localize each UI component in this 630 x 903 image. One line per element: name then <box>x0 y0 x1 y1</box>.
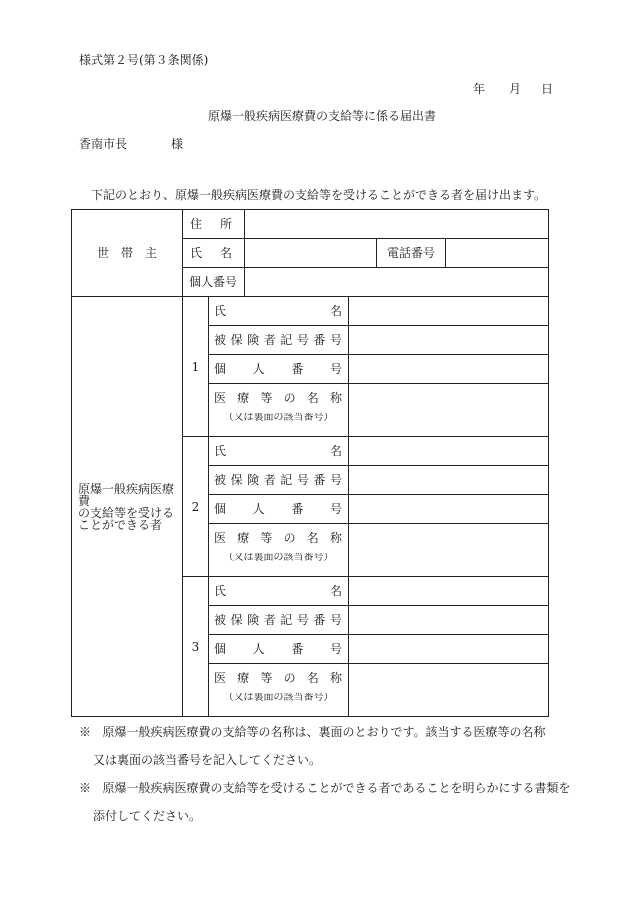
addressee: 香南市長 <box>79 137 128 151</box>
recipient-number-3: 3 <box>183 577 209 717</box>
recipient-name-label: 氏 名 <box>209 437 349 466</box>
recipient1-institution-field[interactable] <box>349 384 549 437</box>
date-day-label: 日 <box>541 82 554 96</box>
recipient-number-1: 1 <box>183 297 209 437</box>
recipient2-id-field[interactable] <box>349 495 549 524</box>
date-month-label: 月 <box>509 82 522 96</box>
recipient3-institution-field[interactable] <box>349 664 549 717</box>
recipient1-name-field[interactable] <box>349 297 549 326</box>
household-head-heading: 世 帯 主 <box>72 210 183 297</box>
recipient-name-label: 氏 名 <box>209 297 349 326</box>
note-2-line-2: 添付してください。 <box>93 809 202 823</box>
recipient-name-label: 氏 名 <box>209 577 349 606</box>
notification-form-table <box>71 209 549 717</box>
recipient-institution-sublabel: （又は裏面の該当番号） <box>209 553 349 577</box>
note-mark: ※ <box>79 725 92 739</box>
recipient-institution-label: 医 療 等 の 名 称 <box>209 664 349 693</box>
note-1 <box>79 726 546 738</box>
household-address-field[interactable] <box>245 210 549 239</box>
recipient2-institution-field[interactable] <box>349 524 549 577</box>
recipient-insurance-label: 被 保 険 者 記 号 番 号 <box>209 326 349 355</box>
note-1-line-1: 原爆一般疾病医療費の支給等の名称は、裏面のとおりです。該当する医療等の名称 <box>102 725 546 739</box>
recipient-id-label: 個 人 番 号 <box>209 635 349 664</box>
recipient3-name-field[interactable] <box>349 577 549 606</box>
document-title: 原爆一般疾病医療費の支給等に係る届出書 <box>208 109 437 123</box>
note-1-line-2: 又は裏面の該当番号を記入してください。 <box>93 753 322 767</box>
recipient-id-label: 個 人 番 号 <box>209 355 349 384</box>
recipient1-insurance-field[interactable] <box>349 326 549 355</box>
note-2 <box>79 782 570 794</box>
form-number-label: 様式第２号(第３条関係) <box>79 53 209 67</box>
intro-text: 下記のとおり、原爆一般疾病医療費の支給等を受けることができる者を届け出ます。 <box>91 188 547 202</box>
household-name-field[interactable] <box>245 239 377 268</box>
recipient2-insurance-field[interactable] <box>349 466 549 495</box>
address-label: 住 所 <box>183 210 245 239</box>
recipient-institution-label: 医 療 等 の 名 称 <box>209 384 349 413</box>
note-2-line-1: 原爆一般疾病医療費の支給等を受けることができる者であることを明らかにする書類を <box>102 781 571 795</box>
recipient-institution-label: 医 療 等 の 名 称 <box>209 524 349 553</box>
recipient3-id-field[interactable] <box>349 635 549 664</box>
recipient-insurance-label: 被 保 険 者 記 号 番 号 <box>209 466 349 495</box>
recipient-insurance-label: 被 保 険 者 記 号 番 号 <box>209 606 349 635</box>
recipient1-id-field[interactable] <box>349 355 549 384</box>
household-name-label: 氏 名 <box>183 239 245 268</box>
household-id-field[interactable] <box>245 268 549 297</box>
phone-label: 電話番号 <box>377 239 446 268</box>
recipients-heading: 原爆一般疾病医療費 の支給等を受ける ことができる者 <box>72 297 183 717</box>
addressee-honorific: 様 <box>171 137 184 151</box>
recipient-id-label: 個 人 番 号 <box>209 495 349 524</box>
note-mark: ※ <box>79 781 92 795</box>
recipient2-name-field[interactable] <box>349 437 549 466</box>
recipient3-insurance-field[interactable] <box>349 606 549 635</box>
recipient-institution-sublabel: （又は裏面の該当番号） <box>209 413 349 437</box>
household-phone-field[interactable] <box>446 239 549 268</box>
household-id-label: 個人番号 <box>183 268 245 297</box>
date-year-label: 年 <box>473 82 486 96</box>
recipient-institution-sublabel: （又は裏面の該当番号） <box>209 693 349 717</box>
recipient-number-2: 2 <box>183 437 209 577</box>
